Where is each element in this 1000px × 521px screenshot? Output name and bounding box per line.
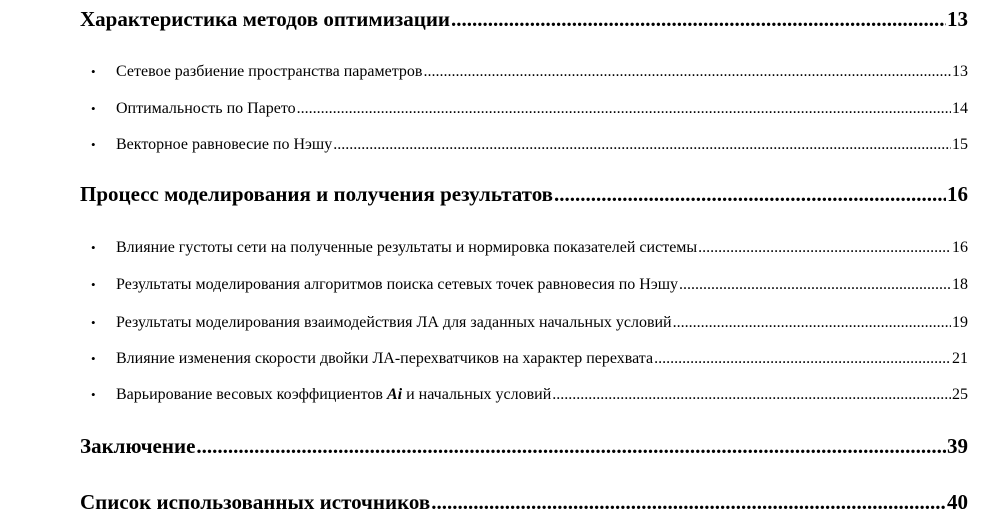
toc-page-number: 16: [947, 182, 968, 206]
bullet-icon: •: [91, 315, 96, 330]
toc-item-title-after: и начальных условий: [406, 386, 552, 403]
toc-section-title: Процесс моделирования и получения результатов: [80, 182, 554, 206]
toc-item-grid-density[interactable]: [91, 238, 968, 258]
dot-leader: [297, 99, 951, 119]
toc-item-title: Сетевое разбиение пространства параметров: [116, 63, 423, 80]
toc-item-weight-coefficients[interactable]: [91, 385, 968, 405]
toc-page-number: 19: [952, 314, 968, 331]
bullet-icon: •: [91, 387, 96, 402]
toc-page-number: 21: [952, 350, 968, 367]
toc-page-number: 14: [952, 100, 968, 117]
toc-item-interaction-results[interactable]: [91, 313, 968, 333]
toc-section-title: Заключение: [80, 434, 196, 458]
dot-leader: [451, 6, 946, 32]
toc-page-number: 40: [947, 490, 968, 514]
toc-page-number: 39: [947, 434, 968, 458]
toc-item-title: Влияние густоты сети на полученные результаты и нормировка показателей системы: [116, 239, 698, 256]
toc-section-conclusion[interactable]: [80, 433, 968, 459]
bullet-icon: •: [91, 240, 96, 255]
bullet-icon: •: [91, 64, 96, 79]
toc-section-optimization-methods[interactable]: [80, 6, 968, 32]
toc-section-title: Характеристика методов оптимизации: [80, 7, 451, 31]
dot-leader: [431, 489, 946, 515]
toc-item-nash-vector[interactable]: [91, 135, 968, 155]
toc-page-number: 18: [952, 276, 968, 293]
dot-leader: [333, 135, 951, 155]
toc-page-number: 13: [952, 63, 968, 80]
toc-page-number: 13: [947, 7, 968, 31]
bullet-icon: •: [91, 277, 96, 292]
toc-item-title: [116, 385, 551, 405]
variable-ai: Ai: [386, 386, 403, 403]
toc-item-title: Векторное равновесие по Нэшу: [116, 136, 333, 153]
bullet-icon: •: [91, 137, 96, 152]
toc-item-title-before: Варьирование весовых коэффициентов: [116, 386, 383, 403]
bullet-icon: •: [91, 101, 96, 116]
toc-item-title: Результаты моделирования взаимодействия ЛА для заданных начальных условий: [116, 314, 672, 331]
toc-item-pareto[interactable]: [91, 99, 968, 119]
dot-leader: [552, 385, 951, 405]
toc-item-title: Оптимальность по Парето: [116, 100, 296, 117]
dot-leader: [679, 275, 951, 295]
toc-section-title: Список использованных источников: [80, 490, 431, 514]
dot-leader: [554, 181, 946, 207]
toc-section-references[interactable]: [80, 489, 968, 515]
dot-leader: [673, 313, 951, 333]
toc-item-grid-partition[interactable]: [91, 62, 968, 82]
toc-item-title: Влияние изменения скорости двойки ЛА-перехватчиков на характер перехвата: [116, 350, 654, 367]
toc-page-number: 16: [952, 239, 968, 256]
dot-leader: [196, 433, 946, 459]
dot-leader: [654, 349, 951, 369]
dot-leader: [698, 238, 951, 258]
toc-item-title: Результаты моделирования алгоритмов поиска сетевых точек равновесия по Нэшу: [116, 276, 679, 293]
bullet-icon: •: [91, 351, 96, 366]
dot-leader: [423, 62, 951, 82]
toc-section-modeling-process[interactable]: [80, 181, 968, 207]
toc-item-nash-search-results[interactable]: [91, 275, 968, 295]
toc-page-number: 15: [952, 136, 968, 153]
toc-item-interceptor-speed[interactable]: [91, 349, 968, 369]
toc-page-number: 25: [952, 386, 968, 403]
